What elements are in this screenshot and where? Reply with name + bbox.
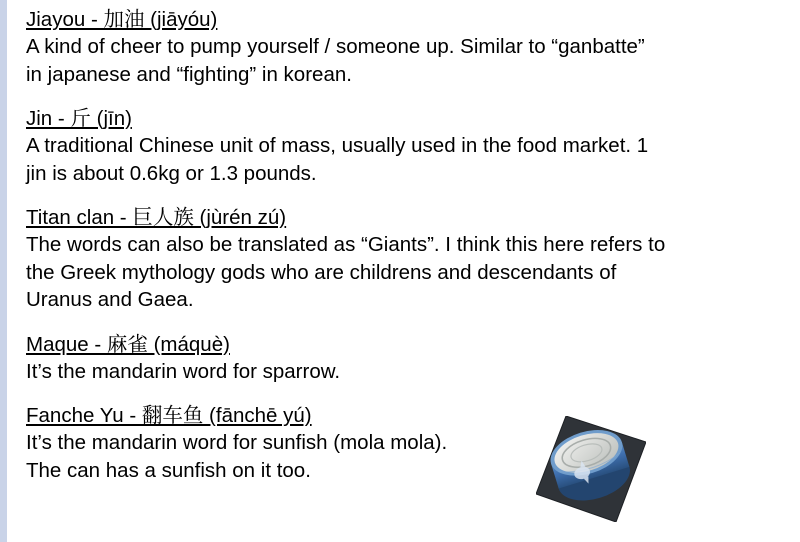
entry-description-line: It’s the mandarin word for sunfish (mola mola).	[26, 431, 448, 454]
entry-description-line: in japanese and “fighting” in korean.	[26, 62, 352, 86]
entry-description	[26, 132, 778, 187]
left-accent-bar	[0, 0, 7, 542]
entry-term: Maque - 麻雀 (máquè)	[26, 332, 230, 356]
entry-description-line: It’s the mandarin word for sparrow.	[26, 359, 341, 383]
glossary-entry	[26, 402, 778, 484]
entry-term: Fanche Yu - 翻车鱼 (fānchē yú)	[26, 404, 312, 427]
glossary-entry	[26, 105, 778, 187]
entry-description-line: The words can also be translated as “Giants”. I think this here refers to	[26, 233, 666, 256]
glossary-entry	[26, 331, 778, 386]
entry-description	[26, 33, 778, 88]
entry-description-line: Uranus and Gaea.	[26, 288, 194, 311]
glossary-entry	[26, 204, 778, 314]
glossary-list	[26, 6, 778, 484]
entry-description-line: A traditional Chinese unit of mass, usually used in the food market. 1	[26, 134, 649, 157]
entry-description	[26, 231, 778, 314]
entry-description	[26, 358, 778, 386]
entry-description	[26, 429, 778, 484]
entry-description-line: jin is about 0.6kg or 1.3 pounds.	[26, 161, 317, 185]
entry-term: Titan clan - 巨人族 (jùrén zú)	[26, 206, 287, 229]
entry-description-line: The can has a sunfish on it too.	[26, 458, 311, 482]
entry-description-line: A kind of cheer to pump yourself / someone up. Similar to “ganbatte”	[26, 35, 645, 58]
entry-term: Jiayou - 加油 (jiāyóu)	[26, 8, 218, 31]
glossary-entry	[26, 6, 778, 88]
entry-term: Jin - 斤 (jīn)	[26, 107, 132, 130]
canned-sunfish-photo	[536, 416, 646, 522]
entry-description-line: the Greek mythology gods who are childrens and descendants of	[26, 260, 617, 284]
